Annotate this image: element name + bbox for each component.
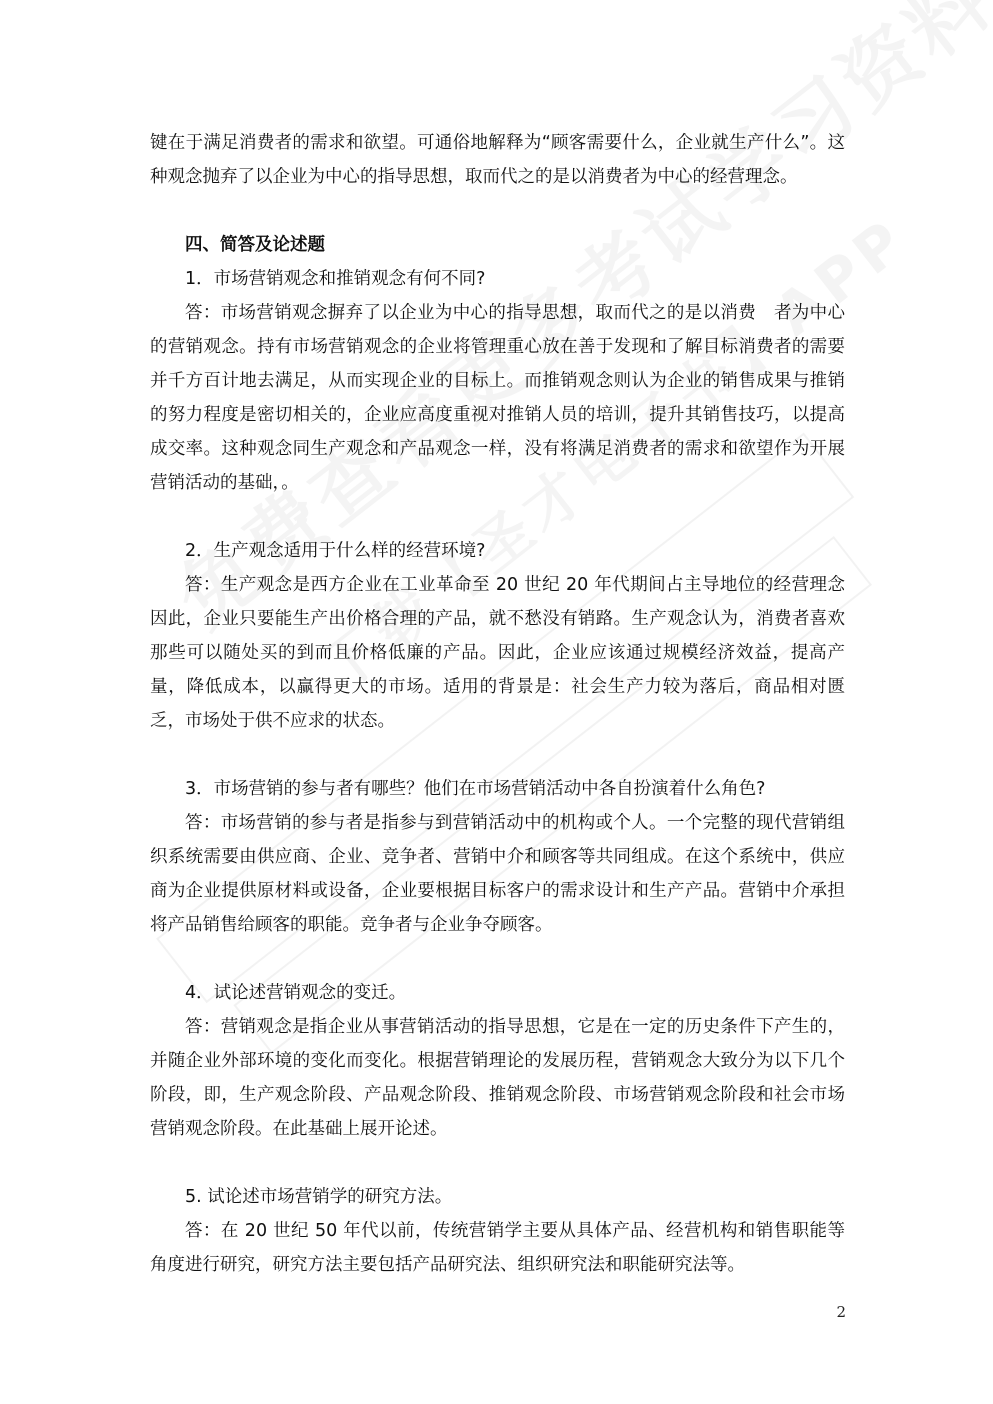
question-1: 1．市场营销观念和推销观念有何不同? [185,269,486,289]
answer-2: 答：生产观念是西方企业在工业革命至 20 世纪 20 年代期间占主导地位的经营理念因此，企业只要能生产出价格合理的产品，就不愁没有销路。生产观念认为，消费者喜欢那些可以随处买的到而且价格低廉的产品。因此，企业应该通过规模经济效益，提高产量，降低成本，以赢得更大的市场。适用的背景是：社会生产力较为落后，商品相对匮乏，市场处于供不应求的状态。 [150,575,845,731]
spacer [150,500,845,534]
answer-5: 答：在 20 世纪 50 年代以前，传统营销学主要从具体产品、经营机构和销售职能等角度进行研究，研究方法主要包括产品研究法、组织研究法和职能研究法等。 [150,1221,845,1275]
document-body [150,126,845,1282]
spacer [150,942,845,976]
question-4: 4．试论述营销观念的变迁。 [185,983,407,1003]
answer-3: 答：市场营销的参与者是指参与到营销活动中的机构或个人。一个完整的现代营销组织系统需要由供应商、企业、竞争者、营销中介和顾客等共同组成。在这个系统中，供应商为企业提供原材料或设备，企业要根据目标客户的需求设计和生产产品。营销中介承担将产品销售给顾客的职能。竞争者与企业争夺顾客。 [150,813,845,935]
question-3: 3．市场营销的参与者有哪些？他们在市场营销活动中各自扮演着什么角色? [185,779,766,799]
question-5: 5. 试论述市场营销学的研究方法。 [185,1187,453,1207]
section-heading: 四、简答及论述题 [185,235,325,255]
answer-1: 答：市场营销观念摒弃了以企业为中心的指导思想，取而代之的是以消费 者为中心的营销观念。持有市场营销观念的企业将管理重心放在善于发现和了解目标消费者的需要并千方百计地去满足，从而实现企业的目标上。而推销观念则认为企业的销售成果与推销的努力程度是密切相关的，企业应高度重视对推销人员的培训，提升其销售技巧，以提高成交率。这种观念同生产观念和产品观念一样，没有将满足消费者的需求和欲望作为开展营销活动的基础，。 [150,303,845,493]
page-number: 2 [836,1303,846,1321]
question-2: 2．生产观念适用于什么样的经营环境? [185,541,486,561]
spacer [150,1146,845,1180]
intro-paragraph: 键在于满足消费者的需求和欲望。可通俗地解释为“顾客需要什么，企业就生产什么”。这种观念抛弃了以企业为中心的指导思想，取而代之的是以消费者为中心的经营理念。 [150,133,845,187]
spacer [150,194,845,228]
spacer [150,738,845,772]
answer-4: 答：营销观念是指企业从事营销活动的指导思想，它是在一定的历史条件下产生的，并随企业外部环境的变化而变化。根据营销理论的发展历程，营销观念大致分为以下几个阶段，即，生产观念阶段、产品观念阶段、推销观念阶段、市场营销观念阶段和社会市场营销观念阶段。在此基础上展开论述。 [150,1017,845,1139]
